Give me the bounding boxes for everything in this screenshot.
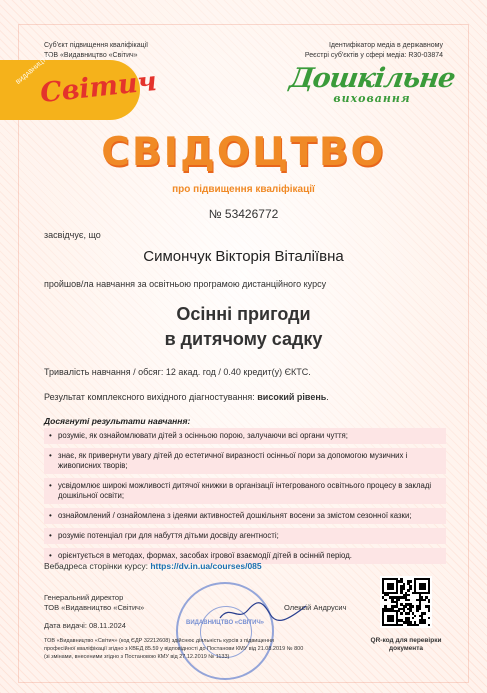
certificate-number: № 53426772 bbox=[208, 207, 279, 221]
doshkilne-vykhovannia-logo bbox=[272, 64, 472, 105]
qr-module bbox=[403, 587, 405, 589]
recipient-name: Симончук Вікторія Віталіївна bbox=[143, 248, 344, 265]
qr-module bbox=[400, 624, 402, 626]
qr-module bbox=[423, 587, 425, 589]
verification-qr-code[interactable] bbox=[380, 576, 432, 628]
result-item: • орієнтується в методах, формах, засобах ігрової взаємодії дітей в осінній період. bbox=[44, 548, 446, 564]
result-item: • усвідомлює широкі можливості дитячої книжки в організації інтегрованого освітнього процесу в закладі дошкільної освіти; bbox=[44, 478, 446, 504]
dv-logo-line-2: виховання bbox=[333, 92, 411, 105]
course-title bbox=[0, 302, 487, 352]
director-company: ТОВ «Видавництво «Світич» bbox=[44, 603, 145, 612]
issuer-line-1: Суб'єкт підвищення кваліфікації bbox=[44, 42, 149, 49]
issuer-line-2: ТОВ «Видавництво «Світич» bbox=[44, 52, 138, 59]
qr-module bbox=[396, 592, 398, 594]
qr-module bbox=[416, 624, 418, 626]
legal-line-3: (зі змінами, внесеними згідно з Постановою КМУ від 27.12.2019 № 1133) bbox=[44, 654, 230, 660]
diagnostic-suffix: . bbox=[326, 392, 329, 402]
svitych-logo-arc: ВИДАВНИЦТВО bbox=[15, 52, 55, 86]
course-webpage-link[interactable]: https://dv.in.ua/courses/085 bbox=[150, 561, 262, 571]
dv-logo-line-1: Дошкільне bbox=[287, 63, 457, 94]
course-webpage bbox=[44, 561, 262, 571]
director-title: Генеральний директор bbox=[44, 593, 124, 602]
qr-module bbox=[407, 599, 409, 601]
certificate-title: СВІДОЦТВО bbox=[101, 130, 386, 175]
legal-line-2: професійної кваліфікації згідно з КВЕД 85.59 у відповідності до Постанови КМУ від 21.08.2019 № 800 bbox=[44, 646, 304, 652]
qr-module bbox=[423, 621, 425, 623]
media-id-line-2: Реєстрі суб'єктів у сфері медіа: R30-03874 bbox=[304, 52, 443, 59]
qr-module bbox=[423, 599, 425, 601]
qr-module bbox=[407, 589, 409, 591]
qr-module bbox=[391, 619, 393, 621]
result-item: • розуміє, як ознайомлювати дітей з осінньою порою, залучаючи всі органи чуття; bbox=[44, 428, 446, 444]
results-title: Досягнуті результати навчання: bbox=[44, 416, 191, 426]
certifies-label: засвідчує, що bbox=[44, 230, 101, 240]
official-stamp bbox=[176, 582, 274, 680]
qr-module bbox=[428, 624, 430, 626]
qr-module bbox=[400, 612, 402, 614]
qr-module bbox=[407, 612, 409, 614]
qr-module bbox=[412, 605, 414, 607]
qr-module bbox=[398, 599, 400, 601]
svitych-logo-text: Світич bbox=[38, 65, 159, 110]
legal-line-1: ТОВ «Видавництво «Світич» (код ЄДР 32212608) здійснює діяльність курсів з підвищення bbox=[44, 638, 274, 644]
diagnostic-prefix: Результат комплексного вихідного діагностування: bbox=[44, 392, 258, 402]
qr-module bbox=[428, 592, 430, 594]
diagnostic-result bbox=[44, 392, 329, 402]
director-name: Олексій Андрусич bbox=[284, 603, 347, 612]
qr-module bbox=[423, 612, 425, 614]
webpage-label: Вебадреса сторінки курсу: bbox=[44, 561, 148, 571]
completed-label: пройшов/ла навчання за освітньою програмою дистанційного курсу bbox=[44, 279, 327, 289]
course-title-line-2: в дитячому садку bbox=[164, 329, 323, 349]
issue-date: Дата видачі: 08.11.2024 bbox=[44, 621, 126, 630]
qr-caption-2: документа bbox=[388, 645, 424, 652]
duration-text: Тривалість навчання / обсяг: 12 акад. год / 0.40 кредит(у) ЄКТС. bbox=[44, 367, 311, 377]
media-id-line-1: Ідентифікатор медіа в державному bbox=[328, 42, 443, 49]
qr-module bbox=[384, 599, 386, 601]
qr-module bbox=[428, 617, 430, 619]
stamp-text: ВИДАВНИЦТВО «СВІТИЧ» bbox=[186, 620, 264, 626]
course-title-line-1: Осінні пригоди bbox=[176, 304, 311, 324]
qr-module bbox=[414, 615, 416, 617]
result-item: • розуміє потенціал гри для набуття дітьми досвіду агентності; bbox=[44, 528, 446, 544]
result-item: • ознайомлений / ознайомлена з ідеями активностей дошкільнят восени за змістом сезонної казки; bbox=[44, 508, 446, 524]
qr-module bbox=[391, 587, 393, 589]
qr-module bbox=[428, 601, 430, 603]
qr-module bbox=[412, 617, 414, 619]
result-item: • знає, як привернути увагу дітей до естетичної виразності осінньої пори за допомогою музичних і живописних творів; bbox=[44, 448, 446, 474]
qr-module bbox=[407, 594, 409, 596]
qr-module bbox=[428, 610, 430, 612]
diagnostic-value: високий рівень bbox=[257, 392, 327, 402]
qr-module bbox=[409, 580, 411, 582]
qr-module bbox=[416, 610, 418, 612]
qr-module bbox=[409, 587, 411, 589]
qr-caption-1: QR-код для перевірки bbox=[370, 637, 442, 644]
results-list bbox=[44, 428, 446, 568]
qr-module bbox=[419, 608, 421, 610]
certificate-subtitle: про підвищення кваліфікації bbox=[172, 184, 315, 195]
